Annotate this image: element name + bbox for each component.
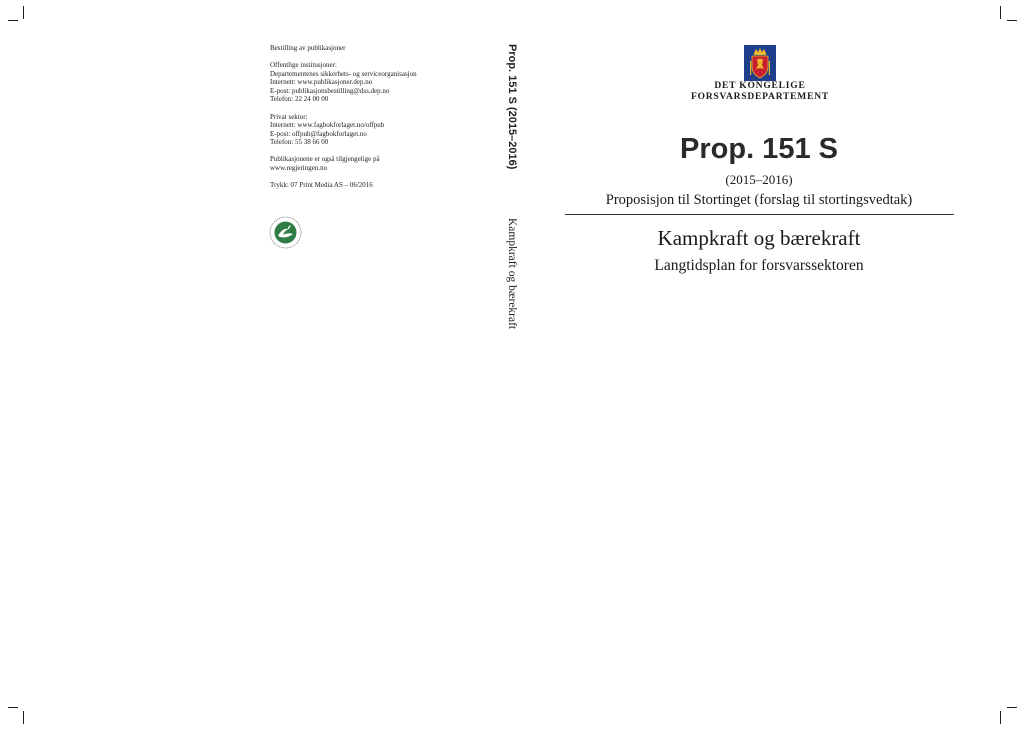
spine-title: Kampkraft og bærekraft [506,218,518,330]
spine-prop-number: Prop. 151 S (2015–2016) [506,44,518,170]
availability-line: Publikasjonene er også tilgjengelige på [270,155,380,164]
private-sector-line: Telefon: 55 38 66 00 [270,138,329,147]
book-spine [502,44,524,344]
department-line: DET KONGELIGE [714,81,806,91]
crop-mark-top-left-h [8,20,18,21]
crop-mark-bottom-right-h [1007,707,1017,708]
private-sector-line: E-post: offpub@fagbokforlaget.no [270,129,367,138]
session-years: (2015–2016) [725,172,793,187]
crop-mark-bottom-right-v [1000,711,1001,724]
back-cover-info [270,44,480,190]
crop-mark-bottom-left-h [8,707,18,708]
crop-mark-top-right-h [1007,20,1017,21]
public-sector-line: Telefon: 22 24 00 00 [270,95,329,104]
royal-coat-of-arms-icon [744,45,776,81]
print-info: Trykk: 07 Print Media AS – 06/2016 [270,181,373,190]
proposal-subtitle: Proposisjon til Stortinget (forslag til stortingsvedtak) [605,192,913,208]
divider [565,214,954,215]
document-subtitle: Langtidsplan for forsvarssektoren [654,257,864,274]
department-name [680,81,840,103]
prop-title: Prop. 151 S [680,133,838,165]
public-sector-line: E-post: publikasjonsbestilling@dss.dep.no [270,86,390,95]
nordic-swan-ecolabel-icon [269,216,302,249]
crop-mark-top-right-v [1000,6,1001,19]
crop-mark-top-left-v [23,6,24,19]
private-sector-line: Internett: www.fagbokforlaget.no/offpub [270,121,385,130]
public-sector-line: Offentlige institusjoner: [270,61,337,70]
public-sector-line: Internett: www.publikasjoner.dep.no [270,78,373,87]
private-sector-line: Privat sektor: [270,112,308,121]
ordering-heading: Bestilling av publikasjoner [270,44,346,52]
department-line: FORSVARSDEPARTEMENT [690,92,830,102]
crop-mark-bottom-left-v [23,711,24,724]
document-title: Kampkraft og bærekraft [657,226,861,250]
public-sector-line: Departementenes sikkerhets- og serviceorganisasjon [270,69,417,78]
availability-line: www.regjeringen.no [270,164,328,173]
